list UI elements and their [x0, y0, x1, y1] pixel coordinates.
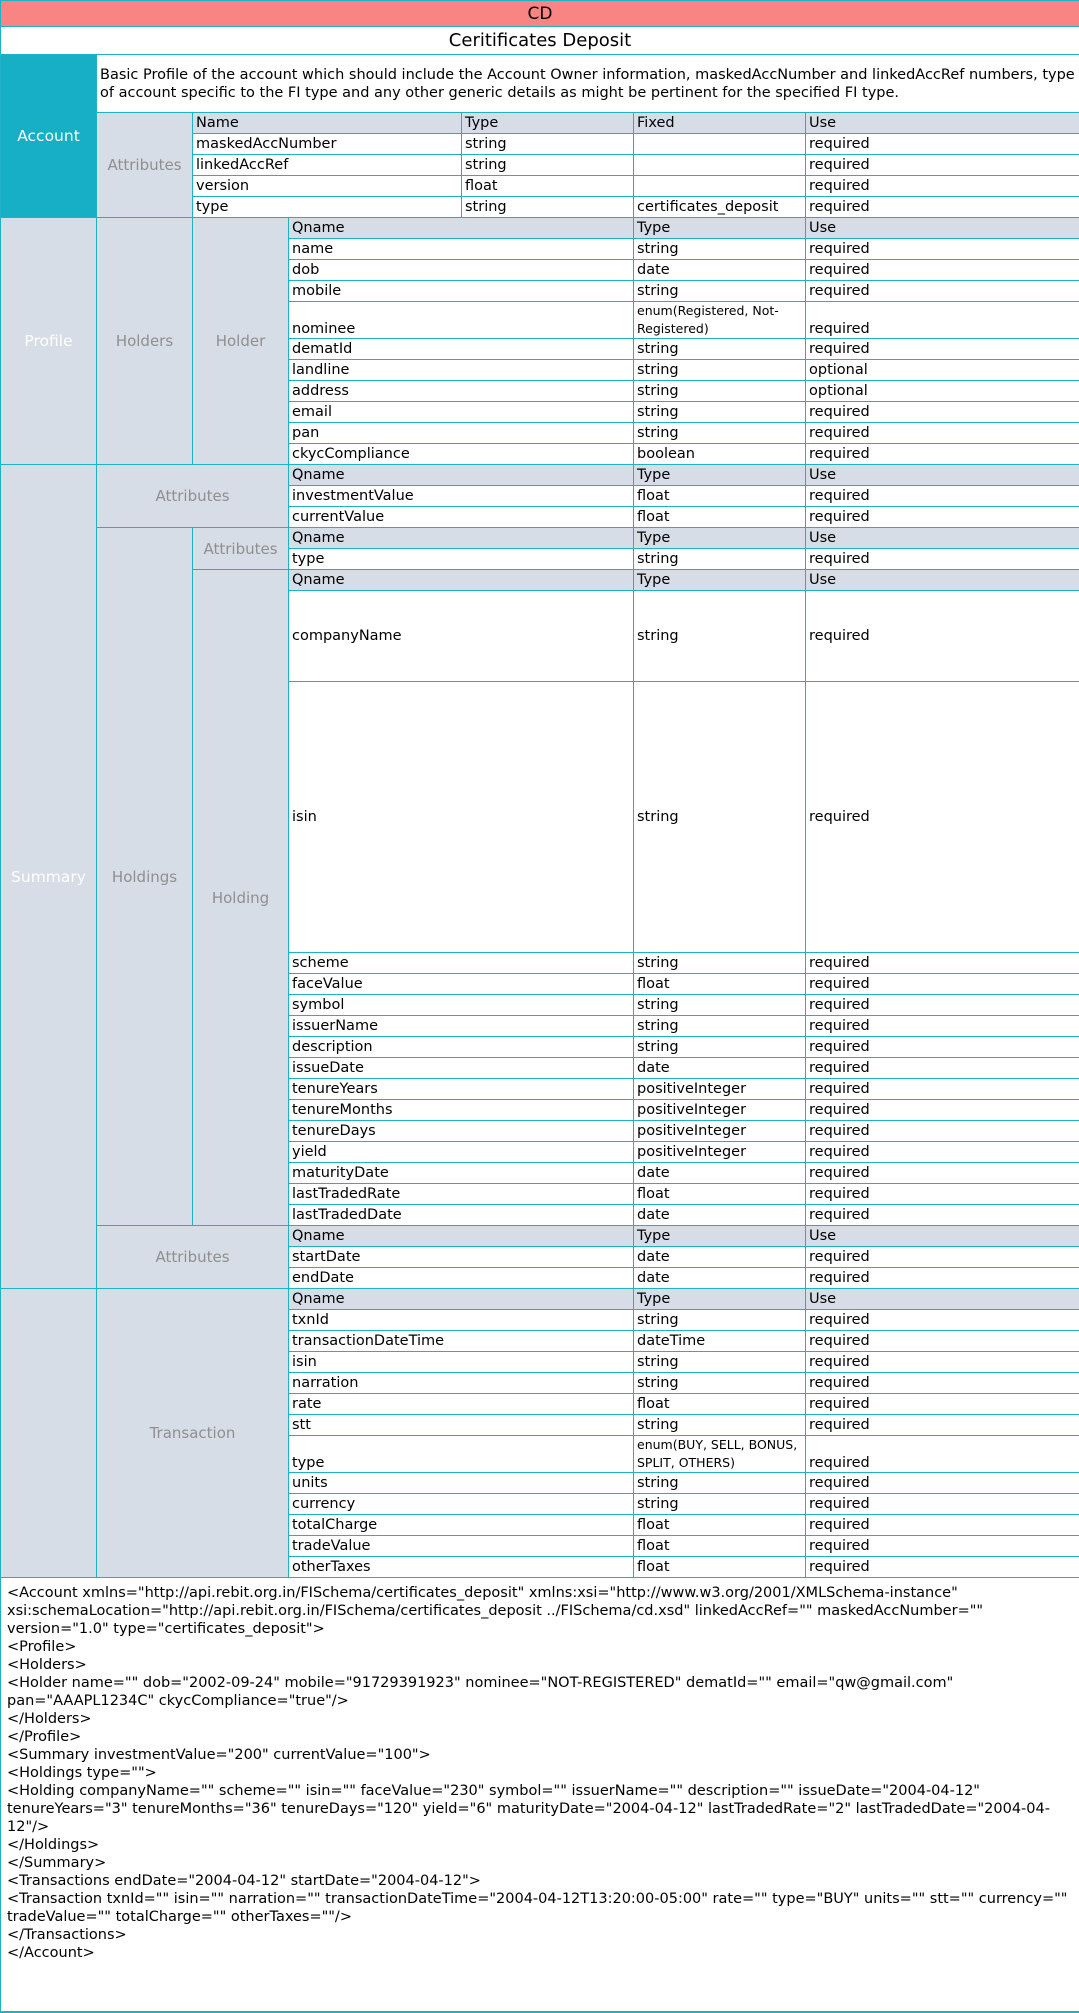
field-name-email: email: [289, 402, 634, 423]
holders-label: Holders: [97, 218, 193, 465]
table-cell: required: [806, 1536, 1079, 1557]
holding-label: Holding: [193, 570, 289, 1226]
field-name-tenure-days: tenureDays: [289, 1121, 634, 1142]
table-cell: date: [634, 1058, 806, 1079]
table-cell: required: [806, 1184, 1079, 1205]
table-cell: required: [806, 1100, 1079, 1121]
table-cell: string: [634, 682, 806, 953]
table-cell: required: [806, 197, 1079, 218]
field-name-maturity-date: maturityDate: [289, 1163, 634, 1184]
holdings-attributes-label: Attributes: [193, 528, 289, 570]
table-cell: required: [806, 260, 1079, 281]
table-cell: required: [806, 423, 1079, 444]
table-cell: certificates_deposit: [634, 197, 806, 218]
table-cell: float: [634, 486, 806, 507]
transaction-label: Transaction: [97, 1289, 289, 1578]
table-cell: dateTime: [634, 1331, 806, 1352]
table-cell: string: [634, 995, 806, 1016]
field-name-transaction-date-time: transactionDateTime: [289, 1331, 634, 1352]
document-subtitle: Ceritificates Deposit: [1, 27, 1079, 55]
table-cell: enum(Registered, Not-Registered): [634, 302, 806, 339]
table-cell: string: [634, 1494, 806, 1515]
profile-header-cell: Use: [806, 218, 1079, 239]
table-cell: float: [462, 176, 634, 197]
document-title: CD: [1, 1, 1079, 27]
profile-header-cell: Qname: [289, 218, 634, 239]
holdings-header-cell: Type: [634, 528, 806, 549]
table-cell: required: [806, 444, 1079, 465]
field-name-isin: isin: [289, 1352, 634, 1373]
table-cell: string: [462, 134, 634, 155]
account-attributes-label: Attributes: [97, 113, 193, 218]
table-cell: required: [806, 239, 1079, 260]
account-header-cell: Use: [806, 113, 1079, 134]
field-name-rate: rate: [289, 1394, 634, 1415]
table-cell: required: [806, 953, 1079, 974]
table-cell: required: [806, 1473, 1079, 1494]
table-cell: required: [806, 1352, 1079, 1373]
table-cell: date: [634, 1205, 806, 1226]
table-cell: required: [806, 974, 1079, 995]
table-cell: required: [806, 1058, 1079, 1079]
field-name-last-traded-date: lastTradedDate: [289, 1205, 634, 1226]
section-label-transactions: [1, 1289, 97, 1578]
table-cell: float: [634, 1184, 806, 1205]
holding-header-cell: Use: [806, 570, 1079, 591]
table-cell: required: [806, 682, 1079, 953]
field-name-mobile: mobile: [289, 281, 634, 302]
transaction-header-cell: Qname: [289, 1289, 634, 1310]
account-header-cell: Name: [193, 113, 462, 134]
table-cell: optional: [806, 360, 1079, 381]
table-cell: optional: [806, 381, 1079, 402]
section-label-account: Account: [1, 55, 97, 218]
holding-header-cell: Type: [634, 570, 806, 591]
field-name-pan: pan: [289, 423, 634, 444]
field-name-scheme: scheme: [289, 953, 634, 974]
transactions-header-cell: Type: [634, 1226, 806, 1247]
field-name-type: type: [289, 1436, 634, 1473]
holder-label: Holder: [193, 218, 289, 465]
field-name-nominee: nominee: [289, 302, 634, 339]
field-name-ckyc-compliance: ckycCompliance: [289, 444, 634, 465]
field-name-stt: stt: [289, 1415, 634, 1436]
field-name-current-value: currentValue: [289, 507, 634, 528]
table-cell: string: [462, 197, 634, 218]
table-cell: required: [806, 1310, 1079, 1331]
summary-header-cell: Qname: [289, 465, 634, 486]
field-name-end-date: endDate: [289, 1268, 634, 1289]
table-cell: string: [634, 1037, 806, 1058]
xml-example: <Account xmlns="http://api.rebit.org.in/FISchema/certificates_deposit" xmlns:xsi="http://www.w3.org/2001/XMLSchema-instance" xsi:schemaLocation="http://api.rebit.org.in/FISchema/certificates_deposit ../FISchema/cd.xsd" linkedAccRef="" maskedAccNumber="" version="1.0" type="certificates_deposit"> <Profile> <Holders> <Holder name="" dob="2002-09-24" mobile="91729391923" nominee="NOT-REGISTERED" dematId="" email="qw@gmail.com" pan="AAAPL1234C" ckycCompliance="true"/> </Holders> </Profile> <Summary investmentValue="200" currentValue="100"> <Holdings type=""> <Holding companyName="" scheme="" isin="" faceValue="230" symbol="" issuerName="" description="" issueDate="2004-04-12" tenureYears="3" tenureMonths="36" tenureDays="120" yield="6" maturityDate="2004-04-12" lastTradedRate="2" lastTradedDate="2004-04-12"/> </Holdings> </Summary> <Transactions endDate="2004-04-12" startDate="2004-04-12"> <Transaction txnId="" isin="" narration="" transactionDateTime="2004-04-12T13:20:00-05:00" rate="" type="BUY" units="" stt="" currency="" tradeValue="" totalCharge="" otherTaxes=""/> </Transactions> </Account>: [1, 1578, 1079, 2012]
holdings-header-cell: Use: [806, 528, 1079, 549]
field-name-demat-id: dematId: [289, 339, 634, 360]
table-cell: required: [806, 1394, 1079, 1415]
field-name-narration: narration: [289, 1373, 634, 1394]
table-cell: required: [806, 591, 1079, 682]
section-label-summary: Summary: [1, 465, 97, 1289]
field-name-issuer-name: issuerName: [289, 1016, 634, 1037]
transaction-header-cell: Type: [634, 1289, 806, 1310]
field-name-isin: isin: [289, 682, 634, 953]
transactions-header-cell: Use: [806, 1226, 1079, 1247]
table-cell: required: [806, 155, 1079, 176]
table-cell: float: [634, 974, 806, 995]
holding-header-cell: Qname: [289, 570, 634, 591]
table-cell: [634, 134, 806, 155]
table-cell: required: [806, 1037, 1079, 1058]
field-name-total-charge: totalCharge: [289, 1515, 634, 1536]
table-cell: positiveInteger: [634, 1142, 806, 1163]
table-cell: [634, 155, 806, 176]
table-cell: required: [806, 995, 1079, 1016]
field-name-symbol: symbol: [289, 995, 634, 1016]
table-cell: required: [806, 1373, 1079, 1394]
table-cell: date: [634, 1247, 806, 1268]
table-cell: required: [806, 1016, 1079, 1037]
table-cell: required: [806, 339, 1079, 360]
table-cell: string: [634, 281, 806, 302]
holdings-header-cell: Qname: [289, 528, 634, 549]
table-cell: float: [634, 1557, 806, 1578]
table-cell: string: [634, 1352, 806, 1373]
transactions-header-cell: Qname: [289, 1226, 634, 1247]
field-name-face-value: faceValue: [289, 974, 634, 995]
field-name-tenure-months: tenureMonths: [289, 1100, 634, 1121]
table-cell: string: [634, 402, 806, 423]
table-cell: positiveInteger: [634, 1079, 806, 1100]
table-cell: string: [634, 1016, 806, 1037]
table-cell: string: [634, 339, 806, 360]
field-name-type: type: [193, 197, 462, 218]
summary-header-cell: Type: [634, 465, 806, 486]
transaction-header-cell: Use: [806, 1289, 1079, 1310]
table-cell: string: [634, 1415, 806, 1436]
field-name-yield: yield: [289, 1142, 634, 1163]
table-cell: string: [634, 423, 806, 444]
table-cell: date: [634, 1163, 806, 1184]
table-cell: required: [806, 1515, 1079, 1536]
field-name-masked-acc-number: maskedAccNumber: [193, 134, 462, 155]
table-cell: [634, 176, 806, 197]
field-name-linked-acc-ref: linkedAccRef: [193, 155, 462, 176]
field-name-company-name: companyName: [289, 591, 634, 682]
table-cell: positiveInteger: [634, 1121, 806, 1142]
table-cell: string: [634, 381, 806, 402]
table-cell: required: [806, 402, 1079, 423]
field-name-name: name: [289, 239, 634, 260]
table-cell: required: [806, 1494, 1079, 1515]
field-name-dob: dob: [289, 260, 634, 281]
table-cell: required: [806, 1247, 1079, 1268]
field-name-type: type: [289, 549, 634, 570]
table-cell: required: [806, 1331, 1079, 1352]
field-name-tenure-years: tenureYears: [289, 1079, 634, 1100]
holdings-label: Holdings: [97, 528, 193, 1226]
table-cell: required: [806, 302, 1079, 339]
table-cell: required: [806, 549, 1079, 570]
field-name-issue-date: issueDate: [289, 1058, 634, 1079]
section-label-profile: Profile: [1, 218, 97, 465]
table-cell: float: [634, 1515, 806, 1536]
table-cell: required: [806, 486, 1079, 507]
table-cell: string: [634, 953, 806, 974]
table-cell: required: [806, 1557, 1079, 1578]
table-cell: string: [634, 360, 806, 381]
table-cell: required: [806, 1415, 1079, 1436]
field-name-other-taxes: otherTaxes: [289, 1557, 634, 1578]
transactions-attributes-label: Attributes: [97, 1226, 289, 1289]
table-cell: string: [634, 1373, 806, 1394]
table-cell: string: [634, 591, 806, 682]
field-name-description: description: [289, 1037, 634, 1058]
account-header-cell: Fixed: [634, 113, 806, 134]
summary-attributes-label: Attributes: [97, 465, 289, 528]
table-cell: string: [634, 549, 806, 570]
field-name-landline: landline: [289, 360, 634, 381]
table-cell: float: [634, 1394, 806, 1415]
summary-header-cell: Use: [806, 465, 1079, 486]
table-cell: required: [806, 281, 1079, 302]
table-cell: date: [634, 260, 806, 281]
table-cell: string: [634, 1473, 806, 1494]
table-cell: enum(BUY, SELL, BONUS, SPLIT, OTHERS): [634, 1436, 806, 1473]
account-header-cell: Type: [462, 113, 634, 134]
field-name-trade-value: tradeValue: [289, 1536, 634, 1557]
table-cell: boolean: [634, 444, 806, 465]
field-name-investment-value: investmentValue: [289, 486, 634, 507]
field-name-units: units: [289, 1473, 634, 1494]
field-name-txn-id: txnId: [289, 1310, 634, 1331]
table-cell: required: [806, 1205, 1079, 1226]
field-name-version: version: [193, 176, 462, 197]
field-name-start-date: startDate: [289, 1247, 634, 1268]
field-name-address: address: [289, 381, 634, 402]
table-cell: required: [806, 1163, 1079, 1184]
table-cell: required: [806, 1268, 1079, 1289]
table-cell: positiveInteger: [634, 1100, 806, 1121]
table-cell: required: [806, 507, 1079, 528]
table-cell: date: [634, 1268, 806, 1289]
table-cell: string: [462, 155, 634, 176]
table-cell: required: [806, 1121, 1079, 1142]
profile-header-cell: Type: [634, 218, 806, 239]
field-name-currency: currency: [289, 1494, 634, 1515]
table-cell: required: [806, 1079, 1079, 1100]
table-cell: float: [634, 1536, 806, 1557]
table-cell: float: [634, 507, 806, 528]
field-name-last-traded-rate: lastTradedRate: [289, 1184, 634, 1205]
table-cell: required: [806, 176, 1079, 197]
table-cell: string: [634, 239, 806, 260]
table-cell: required: [806, 134, 1079, 155]
table-cell: required: [806, 1142, 1079, 1163]
table-cell: string: [634, 1310, 806, 1331]
account-description: Basic Profile of the account which should include the Account Owner information, maskedAccNumber and linkedAccRef numbers, type of account specific to the FI type and any other generic details as might be pertinent for the specified FI type.: [97, 55, 1079, 113]
table-cell: required: [806, 1436, 1079, 1473]
